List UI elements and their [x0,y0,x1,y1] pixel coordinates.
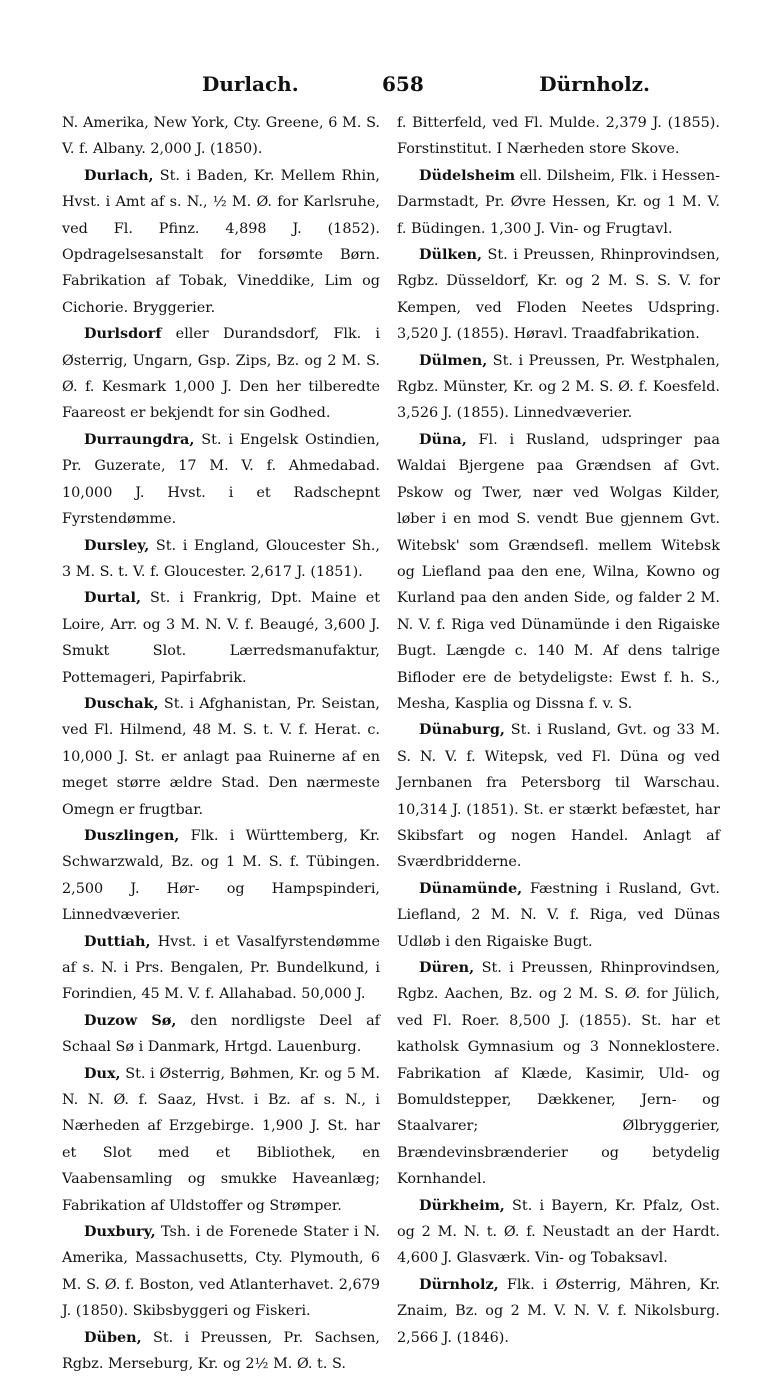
entry-headword: Duszlingen, [84,826,180,844]
entry-headword: Dünaburg, [419,721,505,739]
entry-headword: Durtal, [84,589,141,607]
page-number: 658 [382,72,424,96]
entry-headword: Düdelsheim [419,166,516,184]
entry-text: St. i Engelsk Ostindien, Pr. Guzerate, 17 M. V. f. Ahmedabad. 10,000 J. Hvst. i et Radschepnt Fyrstendømme. [62,431,380,528]
left-column [62,110,380,1378]
entry-text: Fæstning i Rusland, Gvt. Liefland, 2 M. N. V. f. Riga, ved Dünas Udløb i den Rigaiske Bugt. [397,880,720,950]
entry-text: St. i Baden, Kr. Mellem Rhin, Hvst. i Amt af s. N., ½ M. Ø. for Karlsruhe, ved Fl. Pfinz. 4,898 J. (1852). Opdragelsesanstalt for forsømte Børn. Fabrikation af Tobak, Vineddike, Lim og Cichorie. Bryggerier. [62,167,380,316]
dictionary-entry [62,427,380,533]
entry-text: f. Bitterfeld, ved Fl. Mulde. 2,379 J. (1855). Forstinstitut. I Nærheden store Skove. [397,115,720,158]
entry-headword: Dürnholz, [419,1275,499,1293]
right-column [397,110,720,1351]
entry-text: Flk. i Østerrig, Mähren, Kr. Znaim, Bz. og 2 M. V. N. V. f. Nikolsburg. 2,566 J. (1846). [397,1276,720,1346]
entry-headword: Durraungdra, [84,430,195,448]
entry-headword: Dülken, [419,246,483,264]
entry-headword: Dux, [84,1064,121,1082]
entry-text: Tsh. i de Forenede Stater i N. Amerika, Massachusetts, Cty. Plymouth, 6 M. S. Ø. f. Boston, ved Atlanterhavet. 2,679 J. (1850). Skibsbyggeri og Fiskeri. [62,1224,380,1320]
entry-text: St. i Preussen, Pr. Westphalen, Rgbz. Münster, Kr. og 2 M. S. Ø. f. Koesfeld. 3,526 J. (1855). Linnedvæverier. [397,352,720,422]
dictionary-entry [397,717,720,875]
dictionary-entry [397,163,720,242]
page-header [60,72,720,102]
entry-headword: Duttiah, [84,932,151,950]
entry-headword: Dünamünde, [419,879,523,897]
entry-text: den nordligste Deel af Schaal Sø i Danmark, Hrtgd. Lauenburg. [62,1012,380,1056]
entry-headword: Dursley, [84,536,150,554]
dictionary-entry [62,691,380,823]
entry-headword: Duxbury, [84,1223,156,1241]
entry-headword: Dürkheim, [419,1196,505,1214]
dictionary-entry [397,1272,720,1351]
entry-text: St. i Preussen, Rhinprovindsen, Rgbz. Aachen, Bz. og 2 M. S. Ø. for Jülich, ved Fl. Roer. 8,500 J. (1855). St. har et katholsk Gymnasium og 3 Nonneklostere. Fabrikation af Klæde, Kasimir, Uld- og Bomuldstepper, Dækkener, Jern- og Staalvarer; Ølbryggerier, Brændevinsbrænderier og betydelig Kornhandel. [397,960,720,1188]
dictionary-entry [397,876,720,955]
entry-text: St. i England, Gloucester Sh., 3 M. S. t. V. f. Gloucester. 2,617 J. (1851). [62,537,380,580]
header-left-keyword: Durlach. [202,72,299,96]
entry-headword: Durlach, [84,166,154,184]
dictionary-entry [62,1008,380,1061]
entry-text: eller Durandsdorf, Flk. i Østerrig, Ungarn, Gsp. Zips, Bz. og 2 M. S. Ø. f. Kesmark 1,000 J. Den her tilberedte Faareost er bekjendt for sin Godhed. [62,326,380,422]
dictionary-entry [62,929,380,1008]
entry-headword: Duschak, [84,694,159,712]
dictionary-entry [397,1193,720,1272]
entry-text: St. i Østerrig, Bøhmen, Kr. og 5 M. N. N. Ø. f. Saaz, Hvst. i Bz. af s. N., i Nærheden af Erzgebirge. 1,900 J. St. har et Slot med et Bibliothek, en Vaabensamling og smukke Haveanlæg; Fabrikation af Uldstoffer og Strømper. [62,1065,380,1214]
dictionary-entry [62,823,380,929]
entry-headword: Düna, [419,430,467,448]
dictionary-entry [62,1219,380,1325]
entry-text: N. Amerika, New York, Cty. Greene, 6 M. S. V. f. Albany. 2,000 J. (1850). [62,115,380,158]
entry-text: Fl. i Rusland, udspringer paa Waldai Bjergene paa Grændsen af Gvt. Pskow og Twer, nær ved Wolgas Kilder, løber i en mod S. vendt Bue gjennem Gvt. Witebsk' som Grændsefl. mellem Witebsk og Liefland paa den ene, Wilna, Kowno og Kurland paa den anden Side, og falder 2 M. N. V. f. Riga ved Dünamünde i den Rigaiske Bugt. Længde c. 140 M. Af dens talrige Bifloder ere de betydeligste: Ewst f. h. S., Mesha, Kasplia og Dissna f. v. S. [397,431,720,712]
entry-text: St. i Bayern, Kr. Pfalz, Ost. og 2 M. N. t. Ø. f. Neustadt an der Hardt. 4,600 J. Glasværk. Vin- og Tobaksavl. [397,1197,720,1267]
entry-text: ell. Dilsheim, Flk. i Hessen-Darmstadt, Pr. Øvre Hessen, Kr. og 1 M. V. f. Büdingen. 1,300 J. Vin- og Frugtavl. [397,167,720,237]
entry-headword: Dülmen, [419,351,488,369]
entry-text: Hvst. i et Vasalfyrstendømme af s. N. i Prs. Bengalen, Pr. Bundelkund, i Forindien, 45 M. V. f. Allahabad. 50,000 J. [62,933,380,1003]
entry-headword: Duzow Sø, [84,1011,177,1029]
entry-headword: Durlsdorf [84,325,162,343]
dictionary-entry [62,533,380,586]
dictionary-entry [62,163,380,321]
dictionary-entry [397,427,720,717]
dictionary-entry [62,585,380,691]
dictionary-entry [397,110,720,163]
entry-text: St. i Rusland, Gvt. og 33 M. S. N. V. f. Witepsk, ved Fl. Düna og ved Jernbanen fra Petersborg til Warschau. 10,314 J. (1851). St. er stærkt befæstet, har Skibsfart og nogen Handel. Anlagt af Sværdbridderne. [397,722,720,871]
dictionary-entry [397,955,720,1193]
dictionary-entry [62,1325,380,1378]
entry-text: St. i Preussen, Rhinprovindsen, Rgbz. Düsseldorf, Kr. og 2 M. S. S. V. for Kempen, ved Floden Neetes Udspring. 3,520 J. (1855). Høravl. Traadfabrikation. [397,247,720,343]
header-right-keyword: Dürnholz. [539,72,650,96]
dictionary-entry [397,348,720,427]
entry-text: St. i Frankrig, Dpt. Maine et Loire, Arr. og 3 M. N. V. f. Beaugé, 3,600 J. Smukt Slot. Lærredsmanufaktur, Pottemageri, Papirfabrik. [62,590,380,686]
entry-headword: Düren, [419,959,475,976]
dictionary-entry [62,321,380,427]
entry-headword: Düben, [84,1328,142,1346]
entry-text: Flk. i Württemberg, Kr. Schwarzwald, Bz. og 1 M. S. f. Tübingen. 2,500 J. Hør- og Hampspinderi, Linnedvæverier. [62,827,380,924]
dictionary-entry [62,1061,380,1219]
dictionary-entry [397,242,720,348]
entry-text: St. i Afghanistan, Pr. Seistan, ved Fl. Hilmend, 48 M. S. t. V. f. Herat. c. 10,000 J. St. er anlagt paa Ruinerne af en meget større ældre Stad. Den nærmeste Omegn er frugtbar. [62,695,380,818]
dictionary-entry [62,110,380,163]
entry-text: St. i Preussen, Pr. Sachsen, Rgbz. Merseburg, Kr. og 2½ M. Ø. t. S. [62,1329,380,1373]
